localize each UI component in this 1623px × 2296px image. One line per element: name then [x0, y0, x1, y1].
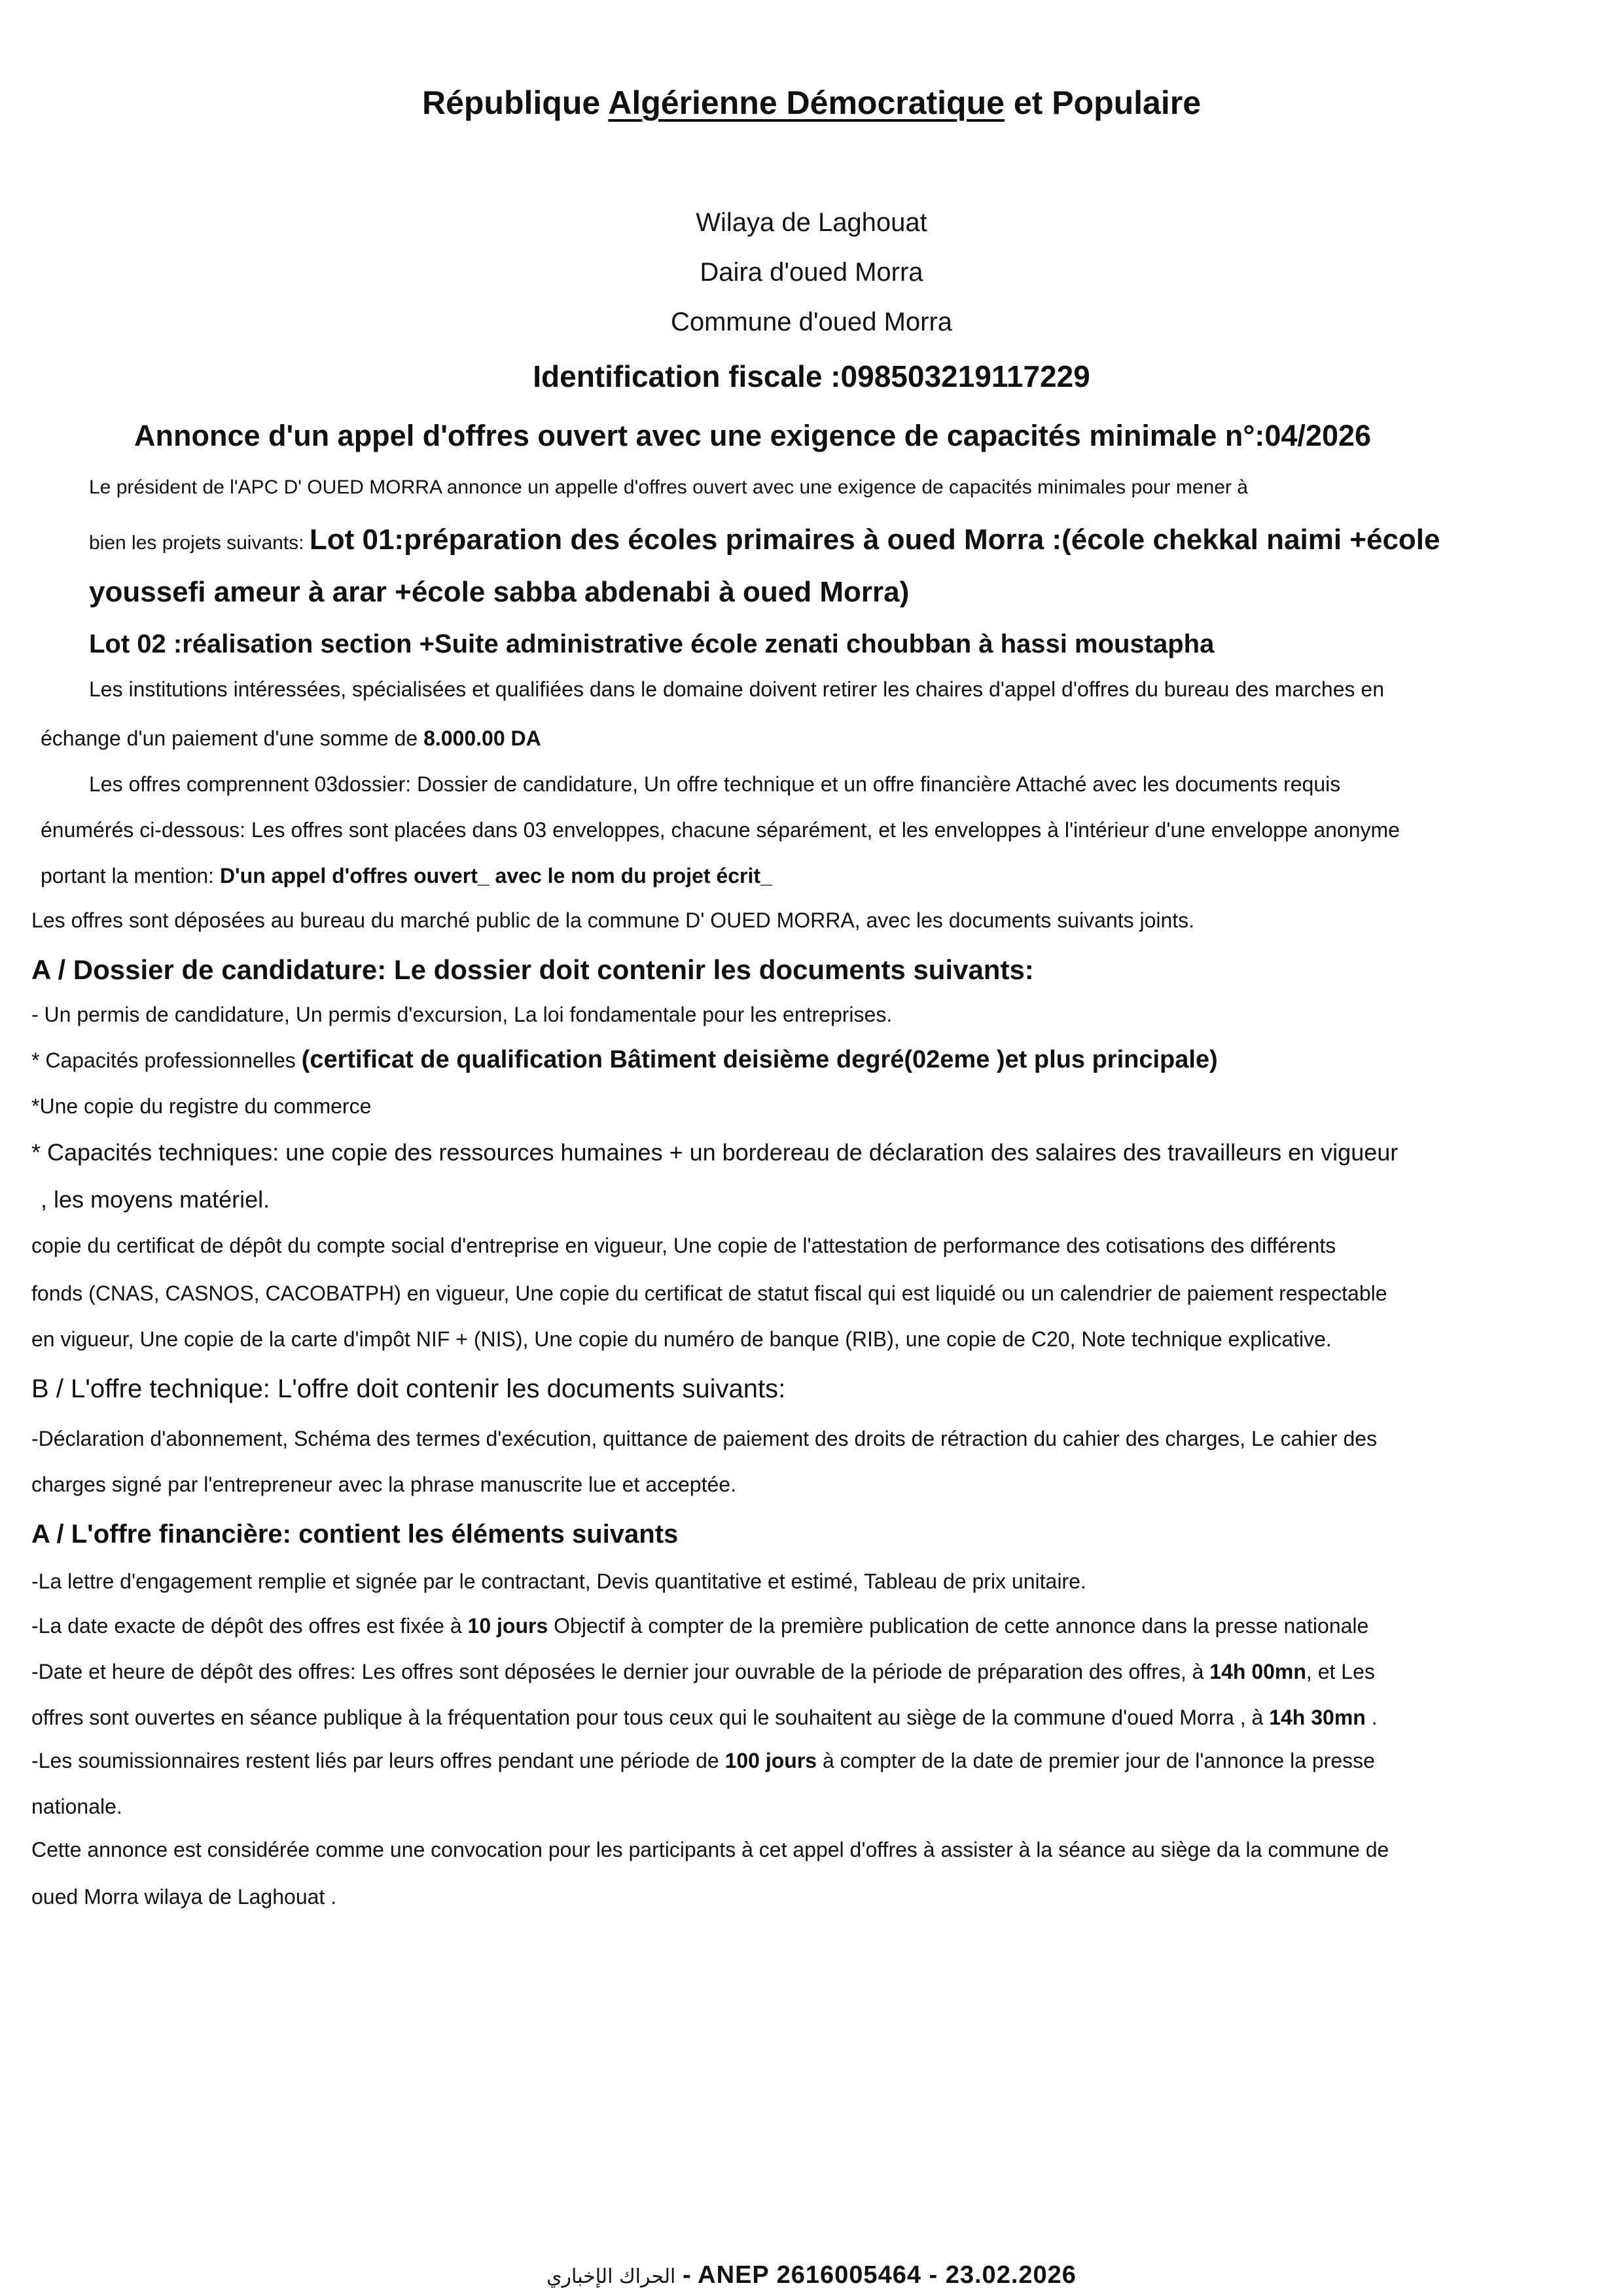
title-underlined: Algérienne Démocratique [608, 84, 1005, 121]
wilaya-line: Wilaya de Laghouat [696, 208, 927, 237]
section-a-item-5-line-2: fonds (CNAS, CASNOS, CACOBATPH) en vigueur, Une copie du certificat de statut fiscal qui est liquidé ou un calendrier de paiement respectable [31, 1282, 1387, 1305]
lot-01: Lot 01:préparation des écoles primaires à oued Morra :(école chekkal naimi +école [309, 524, 1440, 556]
section-c-item-5-continued: nationale. [31, 1795, 122, 1818]
anep-reference: - ANEP 2616005464 - 23.02.2026 [682, 2261, 1077, 2289]
publication-name: الحراك الإخباري [546, 2265, 676, 2288]
section-c-item-2: -La date exacte de dépôt des offres est fixée à 10 jours Objectif à compter de la première publication de cette annonce dans la presse nationale [31, 1614, 1369, 1638]
section-b-item-1: -Déclaration d'abonnement, Schéma des termes d'exécution, quittance de paiement des droits de rétraction du cahier des charges, Le cahier des [31, 1427, 1378, 1450]
section-a-item-5-line-3: en vigueur, Une copie de la carte d'impôt NIF + (NIS), Une copie du numéro de banque (RIB), une copie de C20, Note technique explicative. [31, 1327, 1332, 1351]
offres-line-2: énumérés ci-dessous: Les offres sont placées dans 03 enveloppes, chacune séparément, et les enveloppes à l'intérieur d'une enveloppe anonyme [41, 818, 1400, 842]
section-a-item-5-line-1: copie du certificat de dépôt du compte social d'entreprise en vigueur, Une copie de l'attestation de performance des cotisations des différents [31, 1234, 1336, 1257]
offres-line-1: Les offres comprennent 03dossier: Dossier de candidature, Un offre technique et un offre financière Attaché avec les documents requis [89, 772, 1341, 796]
section-c-item-3: -Date et heure de dépôt des offres: Les offres sont déposées le dernier jour ouvrable de la période de préparation des offres, à 14h 00mn, et Les [31, 1660, 1375, 1683]
annonce-title: Annonce d'un appel d'offres ouvert avec une exigence de capacités minimale n°:04/2026 [134, 419, 1372, 452]
section-c-heading: A / L'offre financière: contient les éléments suivants [31, 1520, 679, 1549]
fee-amount: 8.000.00 DA [423, 726, 541, 750]
section-a-item-2: * Capacités professionnelles (certificat de qualification Bâtiment deisième degré(02eme )et plus principale) [31, 1046, 1218, 1073]
daira-line: Daira d'oued Morra [700, 258, 923, 287]
section-c-item-5: -Les soumissionnaires restent liés par leurs offres pendant une période de 100 jours à compter de la date de premier jour de l'annonce la presse [31, 1749, 1375, 1772]
intro-line-1: Le président de l'APC D' OUED MORRA annonce un appelle d'offres ouvert avec une exigence de capacités minimales pour mener à [89, 476, 1248, 498]
offres-line-4: Les offres sont déposées au bureau du marché public de la commune D' OUED MORRA, avec les documents suivants joints. [31, 908, 1195, 932]
lot-02: Lot 02 :réalisation section +Suite administrative école zenati choubban à hassi moustapha [89, 630, 1215, 658]
retrait-line-2: échange d'un paiement d'une somme de 8.000.00 DA [41, 726, 541, 750]
section-a-heading: A / Dossier de candidature: Le dossier doit contenir les documents suivants: [31, 954, 1034, 985]
section-c-item-4: offres sont ouvertes en séance publique à la fréquentation pour tous ceux qui le souhaitent au siège de la commune d'oued Morra , à 14h 30mn . [31, 1706, 1378, 1729]
intro-line-2: bien les projets suivants: Lot 01:préparation des écoles primaires à oued Morra :(école chekkal naimi +école [89, 524, 1440, 556]
retrait-line-1: Les institutions intéressées, spécialisées et qualifiées dans le domaine doivent retirer les chaires d'appel d'offres du bureau des marches en [89, 677, 1384, 701]
commune-line: Commune d'oued Morra [670, 308, 953, 336]
fiscal-id: Identification fiscale :098503219117229 [533, 359, 1090, 393]
document-title: République Algérienne Démocratique et Populaire [421, 84, 1202, 121]
section-c-item-1: -La lettre d'engagement remplie et signée par le contractant, Devis quantitative et estimé, Tableau de prix unitaire. [31, 1570, 1086, 1593]
anep-footer [0, 2261, 1623, 2289]
lot-01-continued: youssefi ameur à arar +école sabba abdenabi à oued Morra) [89, 576, 910, 608]
section-a-item-3: *Une copie du registre du commerce [31, 1094, 372, 1118]
section-a-item-4-continued: , les moyens matériel. [41, 1186, 270, 1213]
closing-line-2: oued Morra wilaya de Laghouat . [31, 1885, 337, 1909]
section-b-heading: B / L'offre technique: L'offre doit contenir les documents suivants: [31, 1374, 786, 1403]
closing-line-1: Cette annonce est considérée comme une convocation pour les participants à cet appel d'offres à assister à la séance au siège da la commune de [31, 1838, 1389, 1861]
section-a-item-1: - Un permis de candidature, Un permis d'excursion, La loi fondamentale pour les entreprises. [31, 1003, 893, 1026]
section-b-item-1-continued: charges signé par l'entrepreneur avec la phrase manuscrite lue et acceptée. [31, 1473, 736, 1496]
section-a-item-4: * Capacités techniques: une copie des ressources humaines + un bordereau de déclaration des salaires des travailleurs en vigueur [31, 1139, 1399, 1166]
offres-line-3: portant la mention: D'un appel d'offres ouvert_ avec le nom du projet écrit_ [41, 864, 772, 888]
